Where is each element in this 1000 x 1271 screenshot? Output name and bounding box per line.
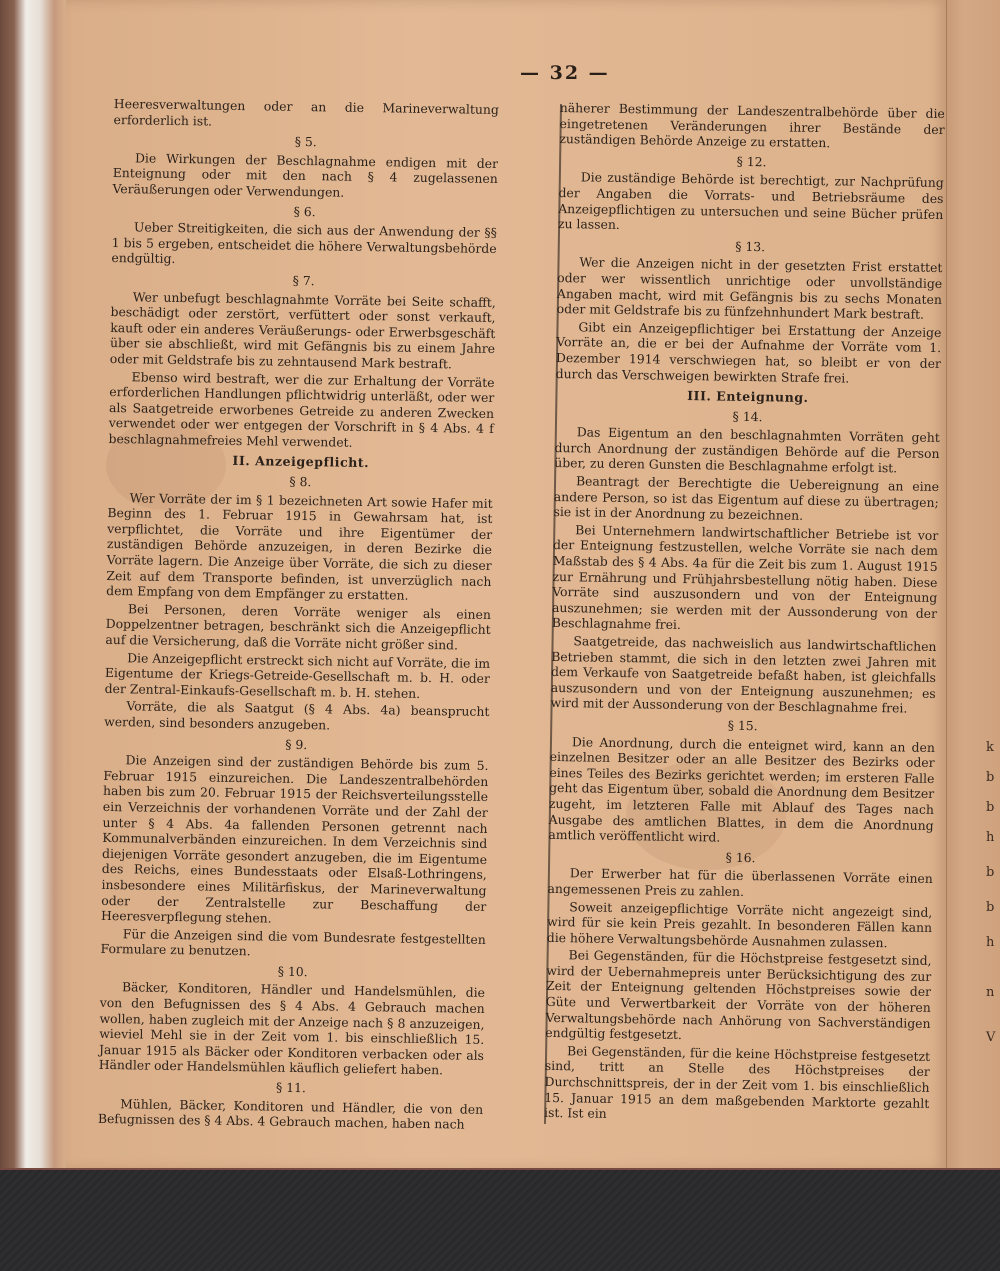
paragraph: Die Anzeigen sind der zuständigen Behörde bis zum 5. Februar 1915 einzureichen. Die Landeszentralbehörden haben bis zum 20. Februar 1915 der Reichsverteilungsstelle ein Verzeichnis der vorhandenen Vorräte und der Zahl der unter § 4 Abs. 4a fallenden Personen getrennt nach Kommunalverbänden einzureichen. In dem Verzeichnis sind diejenigen Vorräte gesondert anzugeben, die im Eigentume des Reichs, eines Bundesstaats oder Elsaß-Lothringens, insbesondere eines Militärfiskus, der Marineverwaltung oder der Zentralstelle zur Beschaffung der Heeresverpflegung stehen. bbox=[101, 752, 489, 926]
section-heading: § 5. bbox=[294, 134, 317, 150]
paragraph: Vorräte, die als Saatgut (§ 4 Abs. 4a) beansprucht werden, sind besonders anzugeben. bbox=[104, 698, 490, 733]
section-heading: § 10. bbox=[277, 963, 308, 980]
next-page-letter: h bbox=[986, 935, 995, 950]
paragraph: Für die Anzeigen sind die vom Bundesrate festgestellten Formulare zu benutzen. bbox=[100, 925, 486, 959]
paragraph: Wer unbefugt beschlagnahmte Vorräte bei Seite schafft, beschädigt oder zerstört, verfüttert oder sonst verkauft, kauft oder ein anderes Veräußerungs- oder Erwerbsgeschäft über sie abschließt, wird mit Gefängnis bis zu einem Jahre oder mit Geldstrafe bis zu zehntausend Mark bestraft. bbox=[109, 288, 496, 372]
paragraph: Wer die Anzeigen nicht in der gesetzten Frist erstattet oder wer wissentlich unrichtige oder unvollständige Angaben macht, wird mit Gefängnis bis zu sechs Monaten oder mit Geldstrafe bis zu fünfzehnhundert Mark bestraft. bbox=[556, 254, 943, 322]
section-heading: § 12. bbox=[736, 153, 767, 170]
next-page-letter: b bbox=[986, 770, 995, 785]
paragraph: Gibt ein Anzeigepflichtiger bei Erstattung der Anzeige Vorräte an, die er bei der Aufnahme der Vorräte vom 1. Dezember 1914 verschwiegen hat, so bleibt er von der durch das Verschweigen bewirkten Strafe frei. bbox=[555, 319, 942, 386]
paragraph: Der Erwerber hat für die überlassenen Vorräte einen angemessenen Preis zu zahlen. bbox=[547, 865, 933, 899]
chapter-heading: II. Anzeigepflicht. bbox=[232, 453, 370, 471]
paragraph: näherer Bestimmung der Landeszentralbehörde über die eingetretenen Veränderungen ihrer Bestände der zuständigen Behörde Anzeige zu erstatten. bbox=[559, 100, 945, 151]
paragraph: Die Anzeigepflicht erstreckt sich nicht auf Vorräte, die im Eigentume der Kriegs-Getreide-Gesellschaft m. b. H. oder der Zentral-Einkaufs-Gesellschaft m. b. H. stehen. bbox=[104, 649, 491, 701]
paragraph: Mühlen, Bäcker, Konditoren und Händler, die von den Befugnissen des § 4 Abs. 4 Gebrauch machen, haben nach bbox=[97, 1095, 484, 1132]
section-heading: § 11. bbox=[275, 1079, 306, 1096]
paragraph: Soweit anzeigepflichtige Vorräte nicht angezeigt sind, wird für sie kein Preis gezahlt. In besonderen Fällen kann die höhere Verwaltungsbehörde Ausnahmen zulassen. bbox=[546, 898, 933, 950]
section-heading: § 13. bbox=[735, 238, 766, 254]
paragraph: Bei Unternehmern landwirtschaftlicher Betriebe ist vor der Enteignung festzustellen, welche Vorräte sie nach dem Maßstab des § 4 Abs. 4a für die Zeit bis zum 1. August 1915 zur Ernährung und Frühjahrsbestellung nötig haben. Diese Vorräte sind auszusondern und von der Enteignung auszunehmen; sie werden mit der Aussonderung von der Beschlagnahme frei. bbox=[551, 522, 939, 633]
paragraph: Wer Vorräte der im § 1 bezeichneten Art sowie Hafer mit Beginn des 1. Februar 1915 in Gewahrsam hat, ist verpflichtet, die Vorräte und ihre Eigentümer der zuständigen Behörde anzuzeigen, in deren Bezirke die Vorräte lagern. Die Anzeige über Vorräte, die sich zu dieser Zeit auf dem Transporte befinden, ist unverzüglich nach dem Empfang von dem Empfänger zu erstatten. bbox=[106, 489, 493, 603]
section-heading: § 16. bbox=[725, 849, 756, 865]
next-page-letter: b bbox=[986, 865, 995, 880]
section-heading: § 6. bbox=[293, 203, 316, 219]
paragraph: Die Wirkungen der Beschlagnahme endigen mit der Enteignung oder mit den nach § 4 zugelassenen Veräußerungen oder Verwendungen. bbox=[112, 150, 499, 200]
right-column bbox=[544, 100, 945, 1129]
paragraph: Heeresverwaltungen oder an die Marineverwaltung erforderlich ist. bbox=[113, 96, 499, 129]
next-page-letter: V bbox=[986, 1030, 996, 1045]
page-number: — 32 — bbox=[520, 62, 610, 84]
section-heading: § 8. bbox=[289, 473, 312, 490]
next-page-letter: b bbox=[986, 800, 995, 815]
next-page-letter: k bbox=[986, 740, 994, 755]
book-cover-bottom bbox=[0, 1170, 1000, 1271]
paragraph: Ebenso wird bestraft, wer die zur Erhaltung der Vorräte erforderlichen Handlungen pflichtwidrig unterläßt, oder wer als Saatgetreide erworbenes Getreide zu anderen Zwecken verwendet oder wer entgegen der Vorschrift in § 4 Abs. 4 f beschlagnahmefreies Mehl verwendet. bbox=[108, 368, 495, 450]
section-heading: § 14. bbox=[732, 408, 763, 424]
next-page-letter: b bbox=[986, 900, 995, 915]
paragraph: Die zuständige Behörde ist berechtigt, zur Nachprüfung der Angaben die Vorrats- und Betriebsräume des Anzeigepflichtigen zu untersuchen und seine Bücher prüfen zu lassen. bbox=[557, 169, 944, 233]
paragraph: Saatgetreide, das nachweislich aus landwirtschaftlichen Betrieben stammt, die sich in den letzten zwei Jahren mit dem Verkaufe von Saatgetreide befaßt haben, ist gleichfalls auszusondern und von der Enteignung auszunehmen; es wird mit der Aussonderung von der Beschlagnahme frei. bbox=[550, 633, 937, 716]
left-column bbox=[98, 96, 499, 1135]
paragraph: Bei Gegenständen, für die Höchstpreise festgesetzt sind, wird der Uebernahmepreis unter Berücksichtigung des zur Zeit der Enteignung geltenden Höchstpreises sowie der Güte und Verwertbarkeit der Vorräte von der höheren Verwaltungsbehörde nach Anhörung von Sachverständigen endgültig festgesetzt. bbox=[545, 947, 932, 1043]
section-heading: § 9. bbox=[285, 736, 308, 752]
book-binding-margin bbox=[0, 0, 66, 1175]
paragraph: Ueber Streitigkeiten, die sich aus der Anwendung der §§ 1 bis 5 ergeben, entscheidet die höhere Verwaltungsbehörde endgültig. bbox=[111, 219, 498, 267]
paragraph: Das Eigentum an den beschlagnahmten Vorräten geht durch Anordnung der zuständigen Behörde auf die Person über, zu deren Gunsten die Beschlagnahme erfolgt ist. bbox=[554, 424, 940, 476]
paragraph: Bei Gegenständen, für die keine Höchstpreise festgesetzt sind, tritt an Stelle des Höchstpreises der Durchschnittspreis, der in der Zeit vom 1. bis einschließlich 15. Januar 1915 an dem maßgebenden Marktorte gezahlt ist. Ist ein bbox=[543, 1043, 931, 1122]
paragraph: Bäcker, Konditoren, Händler und Handelsmühlen, die von den Befugnissen des § 4 Abs. 4 Gebrauch machen wollen, haben zugleich mit der Anzeige nach § 8 anzuzeigen, wieviel Mehl sie in der Zeit vom 1. bis einschließlich 15. Januar 1915 als Bäcker oder Konditoren verbacken oder als Händler oder Handelsmühlen käuflich geliefert haben. bbox=[98, 979, 486, 1078]
next-page-letter: n bbox=[986, 985, 995, 1000]
section-heading: § 7. bbox=[292, 272, 315, 289]
chapter-heading: III. Enteignung. bbox=[687, 388, 809, 406]
section-heading: § 15. bbox=[727, 717, 758, 734]
paragraph: Bei Personen, deren Vorräte weniger als einen Doppelzentner betragen, beschränkt sich die Anzeigepflicht auf die Versicherung, daß die Vorräte nicht größer sind. bbox=[105, 601, 492, 653]
paragraph: Die Anordnung, durch die enteignet wird, kann an den einzelnen Besitzer oder an alle Besitzer des Bezirks oder eines Teiles des Bezirks gerichtet werden; im ersteren Falle geht das Eigentum über, sobald die Anordnung dem Besitzer zugeht, im letzteren Falle mit Ablauf des Tages nach Ausgabe des amtlichen Blattes, in dem die Anordnung amtlich veröffentlicht wird. bbox=[548, 733, 936, 845]
next-page-letter: h bbox=[986, 830, 995, 845]
paragraph: Beantragt der Berechtigte die Uebereignung an eine andere Person, so ist das Eigentum auf diese zu übertragen; sie ist in der Anordnung zu bezeichnen. bbox=[553, 473, 940, 524]
